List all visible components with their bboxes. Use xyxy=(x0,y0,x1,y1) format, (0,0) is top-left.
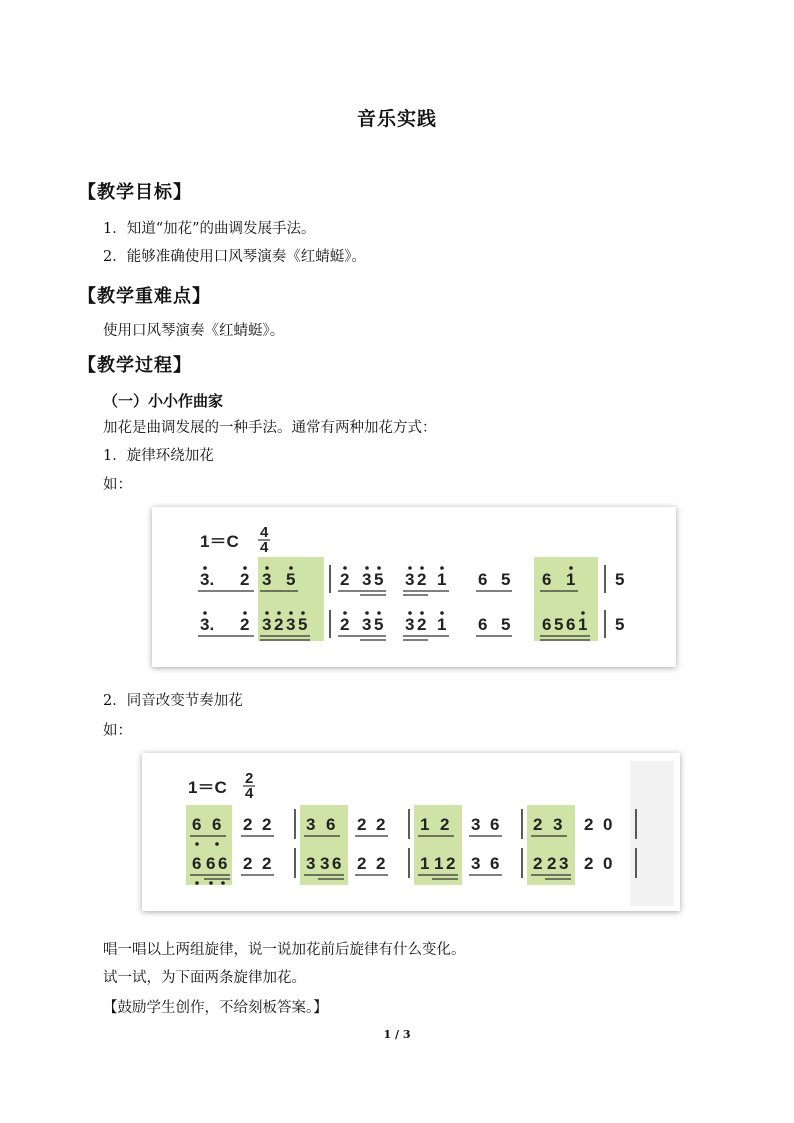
method-2-label: 2．同音改变节奏加花 xyxy=(103,693,243,709)
goal-item-1: 1．知道“加花”的曲调发展手法。 xyxy=(103,221,316,237)
svg-text:1: 1 xyxy=(566,570,576,589)
section-heading-goals: 【教学目标】 xyxy=(78,182,192,203)
svg-text:2: 2 xyxy=(240,615,250,634)
svg-text:6: 6 xyxy=(192,815,202,834)
svg-text:6: 6 xyxy=(192,854,202,873)
example-2-label: 如： xyxy=(103,723,132,739)
svg-text:2: 2 xyxy=(243,815,253,834)
try-instruction: 试一试，为下面两条旋律加花。 xyxy=(103,970,306,986)
svg-text:5: 5 xyxy=(286,570,296,589)
svg-text:5: 5 xyxy=(554,615,564,634)
svg-text:0: 0 xyxy=(603,815,613,834)
svg-text:3: 3 xyxy=(262,615,272,634)
svg-text:3.: 3. xyxy=(200,615,215,634)
svg-text:3: 3 xyxy=(405,570,415,589)
svg-text:5: 5 xyxy=(374,615,384,634)
score-image-2 xyxy=(142,753,680,911)
svg-text:3: 3 xyxy=(362,615,372,634)
score1-time-bottom: 4 xyxy=(260,539,269,556)
svg-text:5: 5 xyxy=(501,570,511,589)
svg-text:3: 3 xyxy=(362,570,372,589)
svg-text:2: 2 xyxy=(547,854,557,873)
example-1-label: 如： xyxy=(103,477,132,493)
svg-text:5: 5 xyxy=(374,570,384,589)
score2-time-bottom: 4 xyxy=(245,785,254,802)
svg-text:0: 0 xyxy=(603,854,613,873)
svg-text:2: 2 xyxy=(584,815,594,834)
svg-text:3: 3 xyxy=(320,854,330,873)
key-points-text: 使用口风琴演奏《红蜻蜓》。 xyxy=(103,323,285,339)
svg-text:6: 6 xyxy=(490,854,500,873)
svg-text:3: 3 xyxy=(405,615,415,634)
svg-text:5: 5 xyxy=(615,615,625,634)
svg-text:6: 6 xyxy=(332,854,342,873)
svg-text:3: 3 xyxy=(471,854,481,873)
svg-text:6: 6 xyxy=(212,815,222,834)
svg-text:2: 2 xyxy=(533,854,543,873)
svg-text:6: 6 xyxy=(478,615,488,634)
svg-text:3: 3 xyxy=(553,815,563,834)
svg-text:2: 2 xyxy=(262,854,272,873)
svg-text:2: 2 xyxy=(376,854,386,873)
goal-item-2: 2．能够准确使用口风琴演奏《红蜻蜓》。 xyxy=(103,249,366,265)
svg-text:2: 2 xyxy=(243,854,253,873)
svg-text:2: 2 xyxy=(340,615,350,634)
svg-text:1: 1 xyxy=(420,815,430,834)
svg-text:6: 6 xyxy=(542,615,552,634)
svg-text:2: 2 xyxy=(274,615,284,634)
svg-text:5: 5 xyxy=(298,615,308,634)
svg-text:2: 2 xyxy=(417,570,427,589)
page-title: 音乐实践 xyxy=(356,108,437,130)
svg-text:1: 1 xyxy=(437,615,447,634)
svg-text:1: 1 xyxy=(420,854,430,873)
teacher-note: 【鼓励学生创作，不给刻板答案。】 xyxy=(103,1000,328,1016)
svg-text:5: 5 xyxy=(501,615,511,634)
score2-key: 1＝C xyxy=(188,778,227,797)
intro-text: 加花是曲调发展的一种手法。通常有两种加花方式： xyxy=(103,420,437,436)
svg-text:3: 3 xyxy=(559,854,569,873)
svg-text:3: 3 xyxy=(262,570,272,589)
svg-text:6: 6 xyxy=(218,854,228,873)
svg-text:1: 1 xyxy=(578,615,588,634)
score1-time-top: 4 xyxy=(260,524,269,541)
svg-text:1: 1 xyxy=(437,570,447,589)
svg-text:6: 6 xyxy=(206,854,216,873)
svg-text:3: 3 xyxy=(306,854,316,873)
section-heading-key-points: 【教学重难点】 xyxy=(78,286,211,307)
svg-text:2: 2 xyxy=(357,815,367,834)
score-image-1 xyxy=(152,507,676,667)
svg-text:2: 2 xyxy=(262,815,272,834)
svg-text:3: 3 xyxy=(306,815,316,834)
svg-text:2: 2 xyxy=(240,570,250,589)
section-heading-process: 【教学过程】 xyxy=(78,355,192,376)
svg-text:2: 2 xyxy=(376,815,386,834)
score2-time-top: 2 xyxy=(245,770,254,787)
svg-text:2: 2 xyxy=(440,815,450,834)
sing-instruction: 唱一唱以上两组旋律，说一说加花前后旋律有什么变化。 xyxy=(103,942,466,958)
svg-text:2: 2 xyxy=(417,615,427,634)
svg-text:5: 5 xyxy=(615,570,625,589)
svg-text:2: 2 xyxy=(533,815,543,834)
svg-text:2: 2 xyxy=(446,854,456,873)
svg-text:6: 6 xyxy=(326,815,336,834)
sub-heading-composer: （一）小小作曲家 xyxy=(103,392,224,410)
svg-text:6: 6 xyxy=(490,815,500,834)
svg-text:1: 1 xyxy=(434,854,444,873)
svg-text:6: 6 xyxy=(566,615,576,634)
svg-text:3: 3 xyxy=(286,615,296,634)
svg-text:2: 2 xyxy=(357,854,367,873)
svg-text:3: 3 xyxy=(471,815,481,834)
page-number: 1 / 3 xyxy=(383,1028,411,1041)
score1-row-2 xyxy=(198,610,624,640)
svg-text:2: 2 xyxy=(340,570,350,589)
score1-key: 1＝C xyxy=(200,532,239,551)
svg-text:3.: 3. xyxy=(200,570,215,589)
method-1-label: 1．旋律环绕加花 xyxy=(103,448,214,464)
svg-text:2: 2 xyxy=(584,854,594,873)
svg-text:6: 6 xyxy=(542,570,552,589)
svg-text:6: 6 xyxy=(478,570,488,589)
